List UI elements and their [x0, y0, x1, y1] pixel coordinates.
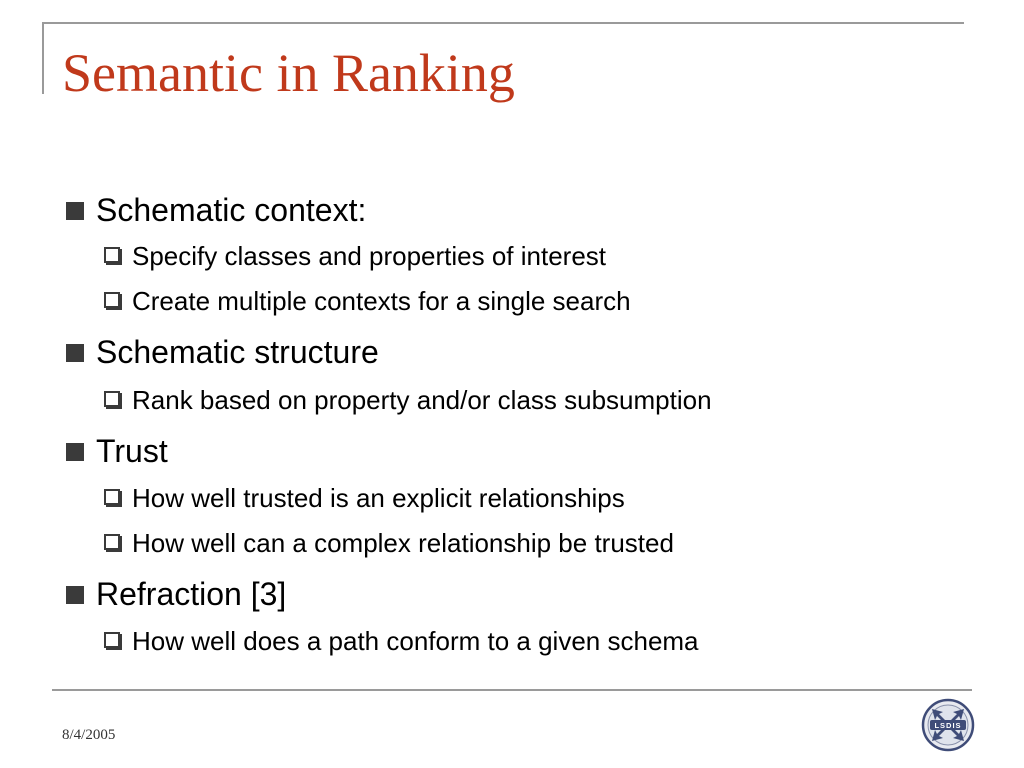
bullet-level2 [104, 481, 625, 515]
filled-square-bullet-icon [66, 443, 84, 461]
bullet-text: How well does a path conform to a given schema [132, 626, 699, 656]
lsdis-logo-icon [921, 698, 975, 752]
bullet-level2 [104, 284, 631, 318]
filled-square-bullet-icon [66, 344, 84, 362]
bullet-text: Create multiple contexts for a single search [132, 286, 631, 316]
bullet-level1 [66, 332, 379, 372]
bullet-text: Schematic structure [96, 334, 379, 370]
hollow-square-bullet-icon [104, 391, 120, 407]
bullet-text: How well can a complex relationship be trusted [132, 528, 674, 558]
filled-square-bullet-icon [66, 586, 84, 604]
bullet-level2 [104, 239, 606, 273]
filled-square-bullet-icon [66, 202, 84, 220]
bullet-text: Schematic context: [96, 192, 367, 228]
bullet-text: Trust [96, 433, 168, 469]
hollow-square-bullet-icon [104, 534, 120, 550]
bullet-level1 [66, 431, 168, 471]
lsdis-logo [921, 698, 975, 752]
hollow-square-bullet-icon [104, 292, 120, 308]
footer-date: 8/4/2005 [62, 727, 116, 743]
hollow-square-bullet-icon [104, 632, 120, 648]
bullet-level1 [66, 190, 366, 230]
bullet-level1 [66, 574, 286, 614]
bullet-text: Specify classes and properties of interest [132, 241, 607, 271]
slide-title: Semantic in Ranking [62, 43, 515, 103]
logo-text: LSDIS [934, 721, 962, 730]
bullet-level2 [104, 383, 712, 417]
bullet-text: How well trusted is an explicit relationships [132, 483, 625, 513]
bullet-text: Rank based on property and/or class subsumption [132, 385, 712, 415]
footer-rule [52, 689, 972, 691]
bullet-text: Refraction [3] [96, 576, 287, 612]
bullet-level2 [104, 624, 699, 658]
bullet-level2 [104, 526, 674, 560]
hollow-square-bullet-icon [104, 489, 120, 505]
hollow-square-bullet-icon [104, 247, 120, 263]
